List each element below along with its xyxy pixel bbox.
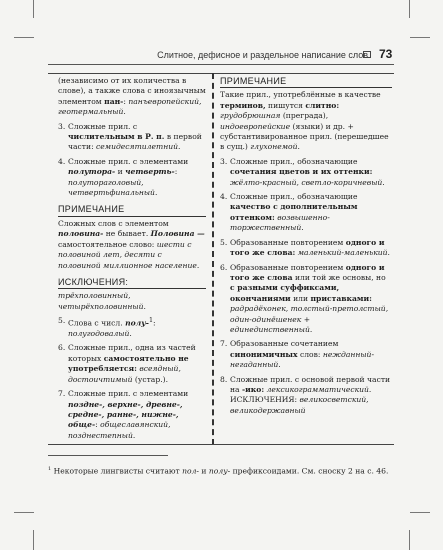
crop-mark	[409, 0, 410, 18]
square-icon	[363, 51, 371, 58]
left-item-7: 7. Сложные прил. с элементами поздне-, верхне-, древне-, средне-, ранне-, нижне-, обще-: общеславянский, позднестепный.	[58, 389, 189, 440]
crop-mark	[33, 530, 34, 550]
table-bottom-rule	[48, 444, 394, 445]
column-divider	[212, 73, 214, 445]
crop-mark	[14, 512, 34, 513]
left-item-5: 5. Слова с числ. полу-$^1$: полугодовалый.	[58, 316, 156, 339]
right-item-7: 7. Образованные сочетанием синонимичных слов: нежданный-негаданный.	[220, 339, 375, 370]
right-item-4: 4. Сложные прил., обозначающие качество с дополнительным оттенком: возвышенно-торжественный.	[220, 192, 358, 233]
left-item-4: 4. Сложные прил. с элементами полутора- и четверть-: полутораголовый, четвертьфинальный.	[58, 156, 189, 198]
footnote-divider	[48, 455, 168, 456]
crop-mark	[410, 37, 430, 38]
left-column	[58, 76, 206, 441]
left-note-heading: ПРИМЕЧАНИЕ	[58, 204, 206, 216]
left-note: Сложных слов с элементом половина- не бывает. Половина — самостоятельное слово: шести с половиной лет, десяти с половиной миллионное население.	[58, 218, 205, 270]
right-note-heading: ПРИМЕЧАНИЕ	[220, 76, 392, 88]
page-number: 73	[379, 47, 393, 61]
footnote: $^1$ Некоторые лингвисты считают пол- и полу- префиксоидами. См. сноску 2 на с. 46.	[48, 466, 389, 476]
left-intro: (независимо от их количества в слове), а также слова с иноязычным элементом пан-: панъевропейский, геотермальный.	[58, 76, 206, 117]
crop-mark	[14, 37, 34, 38]
right-item-6: 6. Образованные повторением одного и того же слова или той же основы, но с разными суффиксами, окончаниями или приставками: радрадёхонек, толстый-претолстый, один-одинёшенек + единединственный.	[220, 262, 389, 334]
crop-mark	[409, 530, 410, 550]
header-divider	[48, 64, 394, 65]
running-header: Слитное, дефисное и раздельное написание слов	[157, 50, 368, 60]
right-item-5: 5. Образованные повторением одного и того же слова: маленький-маленький.	[220, 237, 390, 258]
left-exceptions: трёхполовинный, четырёхполовинный.	[58, 291, 146, 311]
left-item-6: 6. Сложные прил., одна из частей которых самостоятельно не употребляется: всеядный, достоичтимый (устар.).	[58, 343, 196, 384]
rules-table	[48, 73, 394, 445]
table-top-rule	[48, 73, 394, 74]
left-item-3: 3. Сложные прил. с числительным в Р. п. в первой части: семидесятилетний.	[58, 121, 202, 152]
crop-mark	[33, 0, 34, 18]
crop-mark	[410, 512, 430, 513]
left-exceptions-heading: ИСКЛЮЧЕНИЯ:	[58, 277, 206, 289]
right-note: Такие прил., употреблённые в качестве терминов, пишутся слитно: грудобрюшная (преграда), индоевропейские (языки) и др. + субстантивированное прил. (перешедшее в сущ.) глухонемой.	[220, 90, 389, 152]
right-item-3: 3. Сложные прил., обозначающие сочетания цветов и их оттенки: жёлто-красный, светло-коричневый.	[220, 156, 385, 187]
right-item-8: 8. Сложные прил. с основой первой части на -ико: лексикограмматический. ИСКЛЮЧЕНИЯ: великосветский, великодержавный	[220, 374, 391, 415]
right-column	[220, 76, 392, 416]
